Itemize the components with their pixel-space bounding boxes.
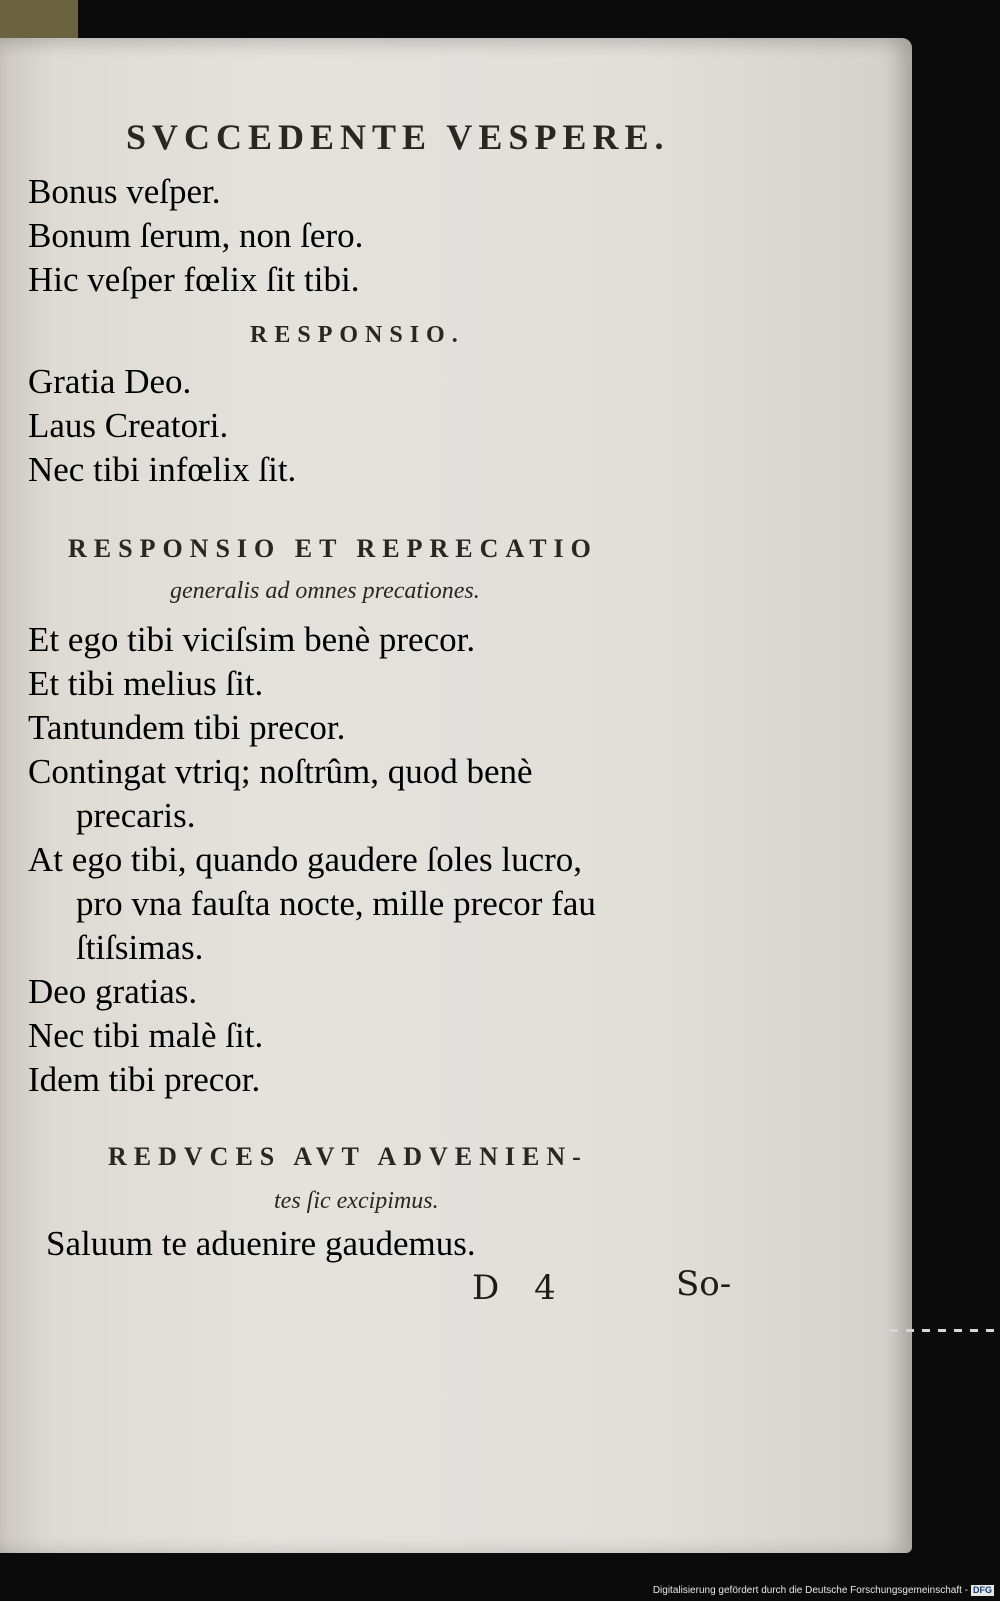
- text-line: Idem tibi precor.: [28, 1060, 261, 1099]
- section-response: [28, 360, 296, 492]
- text-line: ſtiſsimas.: [76, 928, 204, 967]
- text-line: precaris.: [76, 796, 196, 835]
- credit-text: Digitalisierung gefördert durch die Deutsche Forschungsgemeinschaft -: [652, 1585, 968, 1596]
- text-line: Contingat vtriq; noſtrûm, quod benè: [28, 752, 533, 791]
- text-line: Bonus veſper.: [28, 172, 221, 211]
- section-heading: RESPONSIO.: [250, 322, 465, 348]
- text-line: Bonum ſerum, non ſero.: [28, 216, 364, 255]
- text-line: Gratia Deo.: [28, 362, 192, 401]
- text-line: Et ego tibi viciſsim benè precor.: [28, 620, 476, 659]
- text-line: Saluum te aduenire gaudemus.: [46, 1224, 476, 1263]
- text-line: At ego tibi, quando gaudere ſoles lucro,: [28, 840, 583, 879]
- section-subheading: generalis ad omnes precationes.: [170, 578, 480, 604]
- text-line: pro vna fauſta nocte, mille precor fau: [76, 884, 596, 923]
- text-line: Nec tibi infœlix ſit.: [28, 450, 297, 489]
- text-line: Et tibi melius ſit.: [28, 664, 264, 703]
- section-subheading: tes ſic excipimus.: [274, 1188, 439, 1214]
- text-line: Tantundem tibi precor.: [28, 708, 346, 747]
- page-header: SVCCEDENTE VESPERE.: [126, 117, 670, 157]
- text-line: Laus Creatori.: [28, 406, 229, 445]
- section-reduces: [46, 1222, 476, 1266]
- text-line: Nec tibi malè ſit.: [28, 1016, 264, 1055]
- text-line: Deo gratias.: [28, 972, 198, 1011]
- dfg-logo: DFG: [973, 1585, 992, 1595]
- text-line: Hic veſper fœlix ſit tibi.: [28, 260, 360, 299]
- section-greeting: [28, 170, 363, 302]
- section-heading: REDVCES AVT ADVENIEN-: [108, 1142, 588, 1171]
- catchword: So-: [676, 1264, 732, 1304]
- digitization-credit: [653, 1585, 994, 1596]
- section-reprecatio: [28, 618, 596, 1102]
- edge-dashes: [890, 1329, 1000, 1332]
- book-page: [0, 38, 912, 1553]
- section-heading: RESPONSIO ET REPRECATIO: [68, 534, 598, 563]
- signature-mark: D 4: [472, 1268, 568, 1308]
